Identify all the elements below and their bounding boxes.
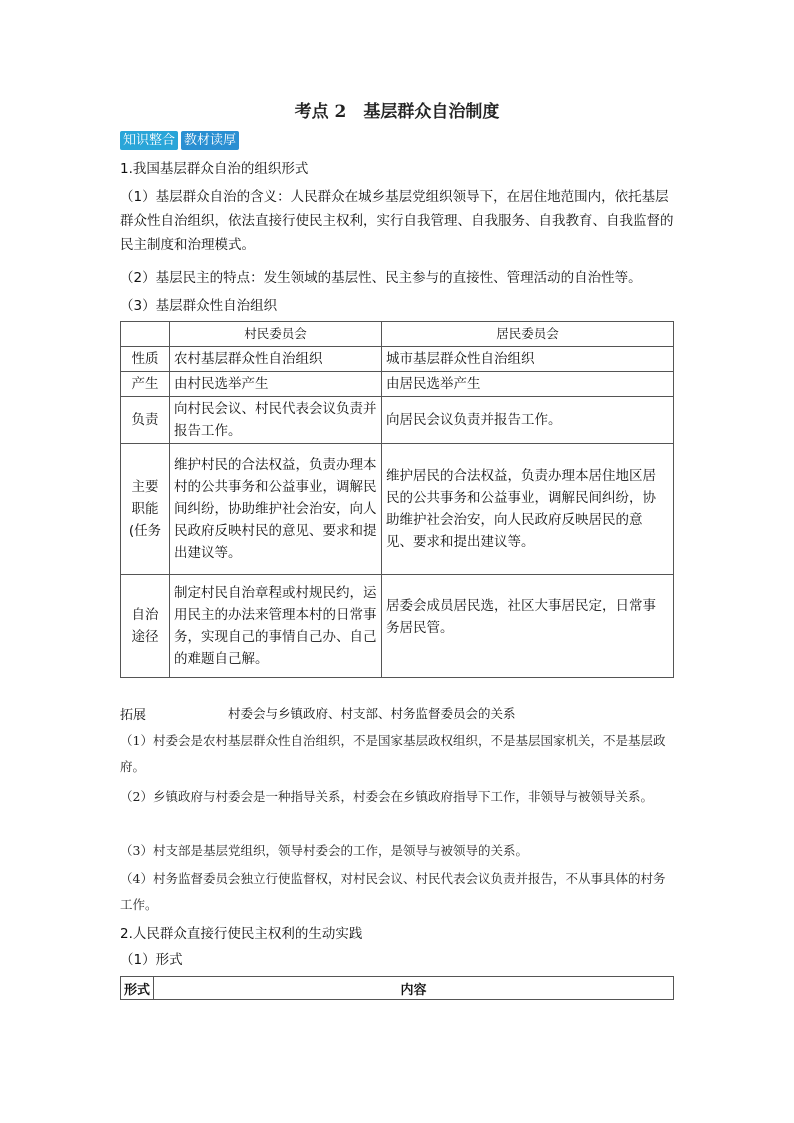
extension-item: （4）村务监督委员会独立行使监督权，对村民会议、村民代表会议负责并报告，不从事具体的村务工作。	[120, 871, 666, 912]
table-cell: 维护村民的合法权益，负责办理本村的公共事务和公益事业，调解民间纠纷，协助维护社会治安，向人民政府反映村民的意见、要求和提出建议等。	[170, 444, 382, 575]
section2-title: 2.人民群众直接行使民主权利的生动实践	[120, 926, 363, 942]
table-cell: 负责	[121, 397, 170, 444]
table-header-cell	[121, 322, 170, 347]
table-header-row	[121, 322, 674, 347]
table-row	[121, 347, 674, 372]
table-cell: 主要职能(任务	[121, 444, 170, 575]
section1-definition: （1）基层群众自治的含义：人民群众在城乡基层党组织领导下，在居住地范围内，依托基层群众性自治组织，依法直接行使民主权利，实行自我管理、自我服务、自我教育、自我监督的民主制度和治理模式。	[120, 189, 674, 253]
section1-title: 1.我国基层群众自治的组织形式	[120, 161, 309, 177]
extension-caption: 村委会与乡镇政府、村支部、村务监督委员会的关系	[228, 706, 516, 721]
table-cell: 由村民选举产生	[170, 372, 382, 397]
section-tags	[120, 131, 239, 150]
table-row	[121, 397, 674, 444]
extension-item: （3）村支部是基层党组织，领导村委会的工作，是领导与被领导的关系。	[120, 843, 528, 858]
extension-label: 拓展	[120, 708, 147, 723]
section2-subtitle: （1）形式	[120, 952, 183, 968]
table-cell: 由居民选举产生	[382, 372, 674, 397]
table-header-cell: 内容	[154, 977, 674, 1000]
comparison-table	[120, 321, 674, 678]
forms-table	[120, 976, 674, 1000]
section1-features: （2）基层民主的特点：发生领域的基层性、民主参与的直接性、管理活动的自治性等。	[120, 270, 642, 286]
extension-item: （1）村委会是农村基层群众性自治组织，不是国家基层政权组织，不是基层国家机关，不是基层政府。	[120, 733, 666, 774]
table-cell: 居委会成员居民选，社区大事居民定，日常事务居民管。	[382, 575, 674, 678]
table-cell: 城市基层群众性自治组织	[382, 347, 674, 372]
table-row	[121, 575, 674, 678]
page-title: 考点 2 基层群众自治制度	[294, 102, 500, 122]
table-header-cell: 村民委员会	[170, 322, 382, 347]
table-header-row	[121, 977, 674, 1000]
table-header-cell: 形式	[121, 977, 154, 1000]
table-cell: 向居民会议负责并报告工作。	[382, 397, 674, 444]
table-cell: 自治途径	[121, 575, 170, 678]
table-row	[121, 372, 674, 397]
table-cell: 产生	[121, 372, 170, 397]
table-cell: 农村基层群众性自治组织	[170, 347, 382, 372]
tag-knowledge-integration: 知识整合	[120, 131, 178, 150]
table-cell: 向村民会议、村民代表会议负责并报告工作。	[170, 397, 382, 444]
table-row	[121, 444, 674, 575]
table-cell: 制定村民自治章程或村规民约，运用民主的办法来管理本村的日常事务，实现自己的事情自己办、自己的难题自己解。	[170, 575, 382, 678]
table-cell: 维护居民的合法权益，负责办理本居住地区居民的公共事务和公益事业，调解民间纠纷，协助维护社会治安，向人民政府反映居民的意见、要求和提出建议等。	[382, 444, 674, 575]
table-header-cell: 居民委员会	[382, 322, 674, 347]
tag-textbook-reading: 教材读厚	[181, 131, 239, 150]
table-cell: 性质	[121, 347, 170, 372]
extension-item: （2）乡镇政府与村委会是一种指导关系，村委会在乡镇政府指导下工作，非领导与被领导关系。	[120, 789, 653, 804]
section1-organizations: （3）基层群众性自治组织	[120, 298, 278, 314]
